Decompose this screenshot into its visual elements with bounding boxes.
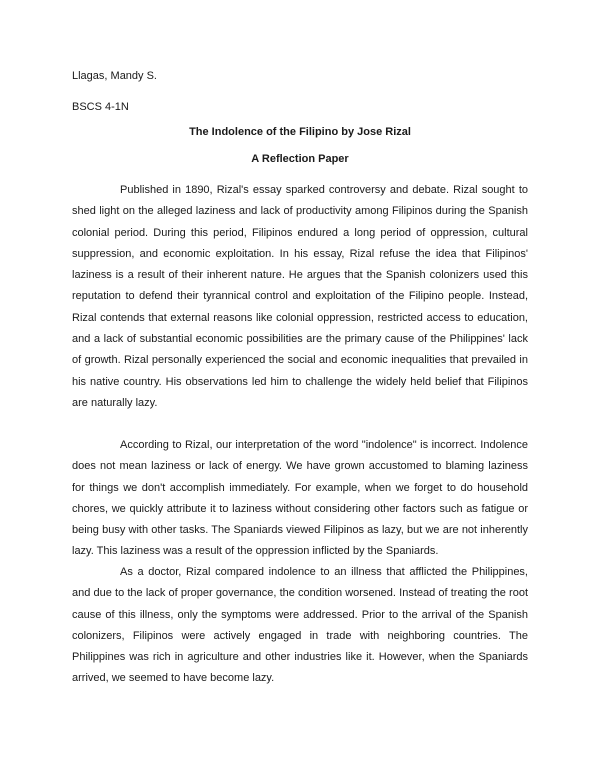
document-title: The Indolence of the Filipino by Jose Rizal: [189, 126, 411, 138]
author-name: Llagas, Mandy S.: [72, 70, 157, 82]
document-subtitle: A Reflection Paper: [251, 153, 349, 165]
paragraph-2: According to Rizal, our interpretation of the word "indolence" is incorrect. Indolence does not mean laziness or lack of energy. We have grown accustomed to blaming laziness for things we don't accomplish immediately. For example, when we forget to do household chores, we quickly attribute it to laziness without considering other factors such as fatigue or being busy with other tasks. The Spaniards viewed Filipinos as lazy, but we are not inherently lazy. This laziness was a result of the oppression inflicted by the Spaniards.: [72, 439, 528, 558]
paragraph-1: Published in 1890, Rizal's essay sparked controversy and debate. Rizal sought to shed light on the alleged laziness and lack of productivity among Filipinos during the Spanish colonial period. During this period, Filipinos endured a long period of oppression, cultural suppression, and economic exploitation. In his essay, Rizal refuse the idea that Filipinos' laziness is a result of their inherent nature. He argues that the Spanish colonizers used this reputation to defend their tyrannical control and exploitation of the Filipino people. Instead, Rizal contends that external reasons like colonial oppression, restricted access to education, and a lack of substantial economic possibilities are the primary cause of the Philippines' lack of growth. Rizal personally experienced the social and economic inequalities that prevailed in his native country. His observations led him to challenge the widely held belief that Filipinos are naturally lazy.: [72, 184, 528, 409]
paragraph-3: As a doctor, Rizal compared indolence to an illness that afflicted the Philippines, and due to the lack of proper governance, the condition worsened. Instead of treating the root cause of this illness, only the symptoms were addressed. Prior to the arrival of the Spanish colonizers, Filipinos were actively engaged in trade with neighboring countries. The Philippines was rich in agriculture and other industries like it. However, when the Spaniards arrived, we seemed to have become lazy.: [72, 566, 528, 685]
author-section: BSCS 4-1N: [72, 101, 129, 113]
